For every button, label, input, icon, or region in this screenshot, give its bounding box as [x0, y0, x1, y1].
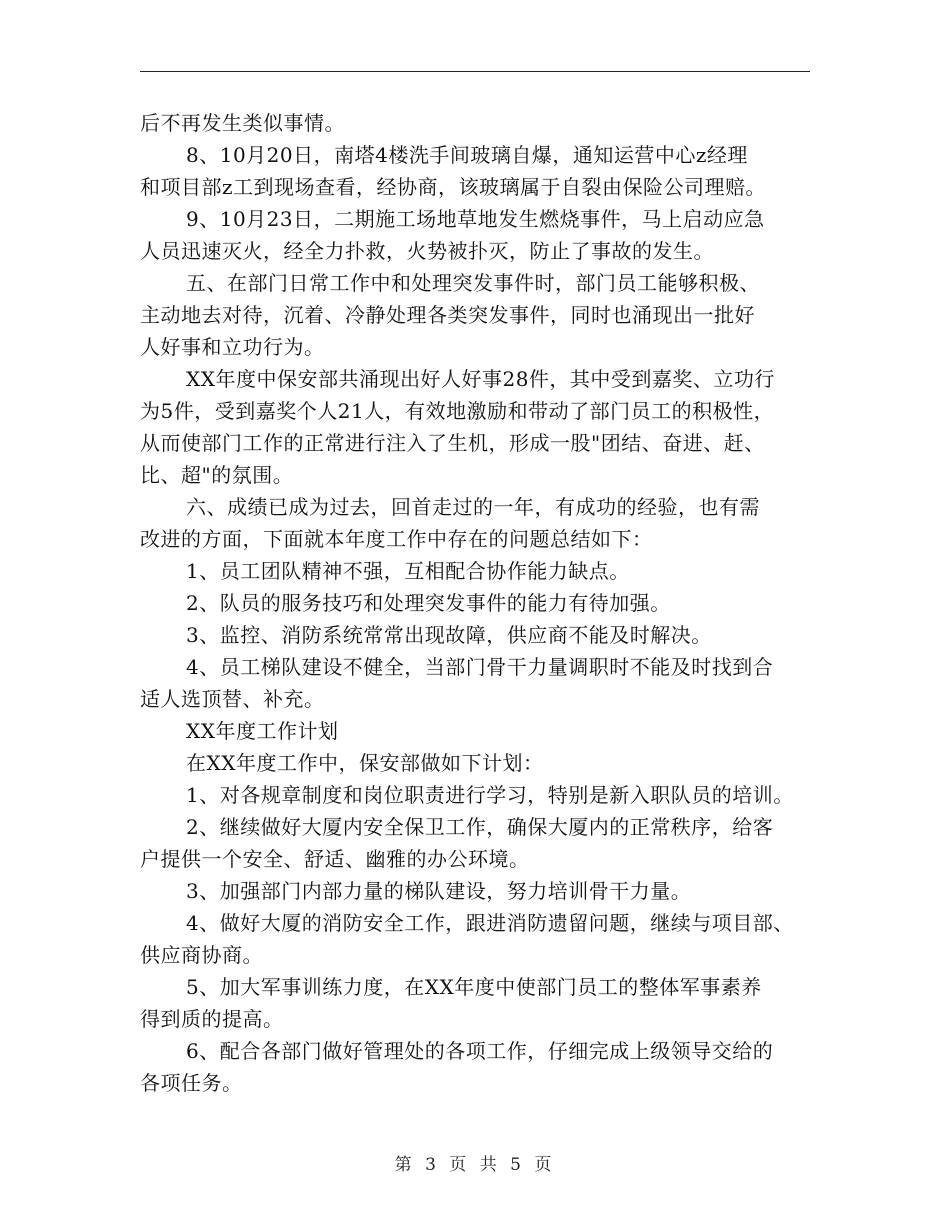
paragraph [140, 107, 820, 139]
text-line: 改进的方面，下面就本年度工作中存在的问题总结如下： [140, 527, 653, 551]
paragraph [140, 715, 820, 747]
text-line: 2、队员的服务技巧和处理突发事件的能力有待加强。 [186, 591, 671, 615]
text-line: 从而使部门工作的正常进行注入了生机，形成一股"团结、奋进、赶、 [140, 431, 765, 455]
text-line: 主动地去对待，沉着、冷静处理各类突发事件，同时也涌现出一批好 [140, 303, 755, 327]
text-line: 1、对各规章制度和岗位职责进行学习，特别是新入职队员的培训。 [186, 783, 794, 807]
text-line: XX年度中保安部共涌现出好人好事28件，其中受到嘉奖、立功行 [186, 367, 775, 391]
text-line: 5、加大军事训练力度，在XX年度中使部门员工的整体军事素养 [186, 975, 762, 999]
text-line: 各项任务。 [140, 1071, 243, 1095]
paragraph [140, 363, 820, 491]
header-rule [140, 71, 810, 72]
text-line: 在XX年度工作中，保安部做如下计划： [186, 751, 544, 775]
text-line: 1、员工团队精神不强，互相配合协作能力缺点。 [186, 559, 630, 583]
text-line: 6、配合各部门做好管理处的各项工作，仔细完成上级领导交给的 [186, 1039, 774, 1063]
paragraph [140, 491, 820, 555]
text-line: 3、加强部门内部力量的梯队建设，努力培训骨干力量。 [186, 879, 692, 903]
text-line: 9、10月23日，二期施工场地草地发生燃烧事件，马上启动应急 [186, 207, 765, 231]
paragraph [140, 811, 820, 875]
text-line: 供应商协商。 [140, 943, 263, 967]
text-line: 4、做好大厦的消防安全工作，跟进消防遗留问题，继续与项目部、 [186, 911, 794, 935]
text-line: 2、继续做好大厦内安全保卫工作，确保大厦内的正常秩序，给客 [186, 815, 774, 839]
paragraph [140, 203, 820, 267]
text-line: 和项目部z工到现场查看，经协商，该玻璃属于自裂由保险公司理赔。 [140, 175, 767, 199]
text-line: XX年度工作计划 [186, 719, 339, 743]
paragraph [140, 971, 820, 1035]
paragraph [140, 779, 820, 811]
text-line: 8、10月20日，南塔4楼洗手间玻璃自爆，通知运营中心z经理 [186, 143, 748, 167]
text-line: 后不再发生类似事情。 [140, 111, 345, 135]
paragraph [140, 747, 820, 779]
paragraph [140, 555, 820, 587]
paragraph [140, 651, 820, 715]
text-line: 得到质的提高。 [140, 1007, 284, 1031]
text-line: 比、超"的氛围。 [140, 463, 294, 487]
text-line: 人好事和立功行为。 [140, 335, 325, 359]
paragraph [140, 875, 820, 907]
paragraph [140, 587, 820, 619]
text-line: 4、员工梯队建设不健全，当部门骨干力量调职时不能及时找到合 [186, 655, 774, 679]
text-line: 3、监控、消防系统常常出现故障，供应商不能及时解决。 [186, 623, 712, 647]
text-line: 六、成绩已成为过去，回首走过的一年，有成功的经验，也有需 [186, 495, 760, 519]
text-line: 户提供一个安全、舒适、幽雅的办公环境。 [140, 847, 530, 871]
paragraph [140, 907, 820, 971]
text-line: 人员迅速灭火，经全力扑救，火势被扑灭，防止了事故的发生。 [140, 239, 714, 263]
paragraph [140, 139, 820, 203]
text-line: 为5件，受到嘉奖个人21人，有效地激励和带动了部门员工的积极性， [140, 399, 775, 423]
page-footer: 第 3 页 共 5 页 [394, 1155, 556, 1175]
text-line: 适人选顶替、补充。 [140, 687, 325, 711]
paragraph [140, 267, 820, 363]
paragraph [140, 1035, 820, 1099]
text-line: 五、在部门日常工作中和处理突发事件时，部门员工能够积极、 [186, 271, 760, 295]
document-body [140, 107, 820, 1099]
paragraph [140, 619, 820, 651]
